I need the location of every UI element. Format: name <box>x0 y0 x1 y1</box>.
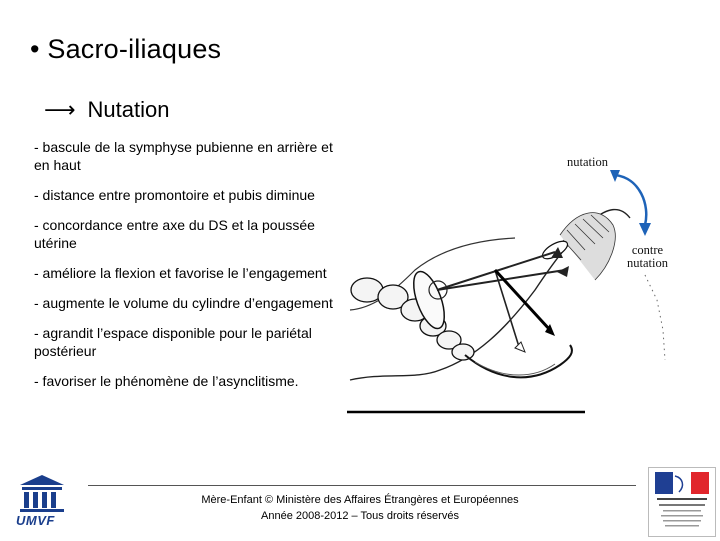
pelvis-diagram <box>345 140 690 425</box>
umvf-logo-text: UMVF <box>16 513 55 528</box>
subtitle-text: Nutation <box>87 97 170 122</box>
list-item: - augmente le volume du cylindre d’engagement <box>34 295 333 311</box>
list-item: - agrandit l’espace disponible pour le pariétal postérieur <box>34 325 312 359</box>
arrow-right-icon: ⟶ <box>44 97 76 122</box>
list-item: - améliore la flexion et favorise le l’engagement <box>34 265 327 281</box>
footer-line-1: Mère-Enfant © Ministère des Affaires Étrangères et Européennes <box>201 494 519 506</box>
ministry-logo <box>648 467 716 537</box>
footer-line-2: Année 2008-2012 – Tous droits réservés <box>261 510 459 522</box>
list-item: - distance entre promontoire et pubis diminue <box>34 187 315 203</box>
slide-subtitle <box>44 97 170 123</box>
list-item: - bascule de la symphyse pubienne en arrière et en haut <box>34 139 333 173</box>
footer-copyright <box>160 492 560 524</box>
slide-title: • Sacro-iliaques <box>30 34 222 64</box>
list-item: - concordance entre axe du DS et la poussée utérine <box>34 217 315 251</box>
bullet-list <box>34 138 334 402</box>
pelvis-illustration <box>345 140 690 425</box>
list-item: - favoriser le phénomène de l’asynclitisme. <box>34 373 299 389</box>
umvf-logo <box>14 473 70 529</box>
french-republic-logo-icon <box>649 468 715 536</box>
label-contre-line1: contre <box>631 243 664 257</box>
umvf-columns-icon <box>14 473 70 515</box>
label-nutation: nutation <box>567 155 608 169</box>
footer-divider <box>88 485 636 486</box>
label-contre-line2: nutation <box>627 256 668 270</box>
label-contre-nutation <box>627 244 668 270</box>
